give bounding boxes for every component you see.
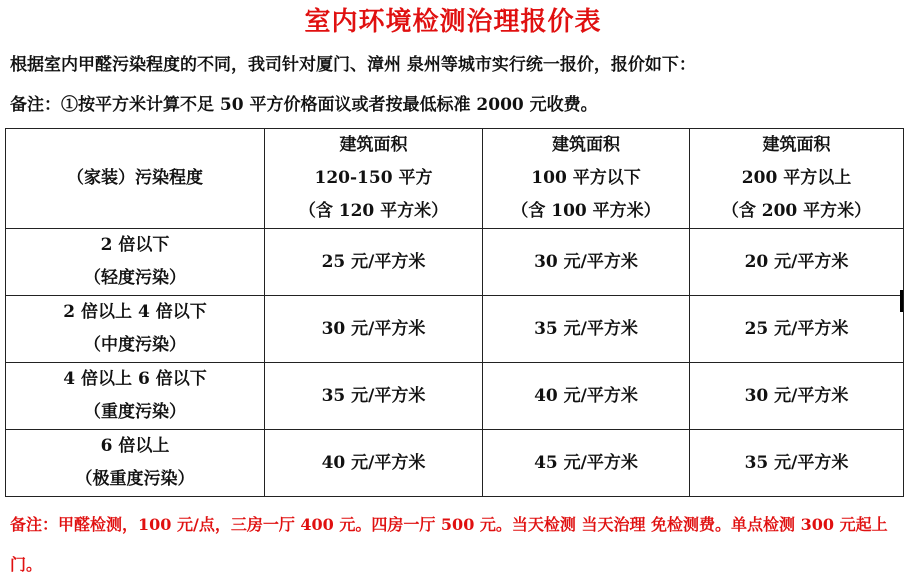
header-col-2 [483,129,690,229]
pollution-desc: （中度污染） [84,335,186,355]
header-col-line: 建筑面积 [552,135,620,155]
pollution-level: 2 倍以上 4 倍以下 [63,302,207,322]
price-cell: 45 元/平方米 [483,430,690,497]
row-label [6,430,265,497]
price-table [5,128,904,497]
price-cell: 35 元/平方米 [483,296,690,363]
footnote-detection-fees: 备注：甲醛检测，100 元/点，三房一厅 400 元。四房一厅 500 元。当天检测 当天治理 免检测费。单点检测 300 元起上门。 [10,515,888,574]
pollution-level: 2 倍以下 [100,235,170,255]
page-title: 室内环境检测治理报价表 [304,7,602,37]
header-pollution-level [6,129,265,229]
table-header-row [6,129,904,229]
table-row [6,296,904,363]
table-row [6,430,904,497]
header-col-line: （含 200 平方米） [721,201,872,221]
price-cell: 30 元/平方米 [265,296,483,363]
price-cell: 20 元/平方米 [690,229,904,296]
pollution-desc: （轻度污染） [84,268,186,288]
table-row [6,363,904,430]
price-cell: 25 元/平方米 [265,229,483,296]
header-col-1 [265,129,483,229]
intro-text: 根据室内甲醛污染程度的不同，我司针对厦门、漳州 泉州等城市实行统一报价，报价如下： [10,55,696,75]
row-label [6,363,265,430]
price-cell: 25 元/平方米 [690,296,904,363]
header-col-line: （含 120 平方米） [298,201,449,221]
pollution-level: 4 倍以上 6 倍以下 [63,369,207,389]
text-cursor-mark [900,290,903,312]
price-cell: 30 元/平方米 [690,363,904,430]
row-label [6,229,265,296]
price-cell: 35 元/平方米 [690,430,904,497]
header-col-line: 200 平方以上 [741,168,852,188]
price-cell: 35 元/平方米 [265,363,483,430]
header-col-line: 100 平方以下 [531,168,641,188]
header-col-line: 建筑面积 [762,135,831,155]
pollution-level: 6 倍以上 [100,436,170,456]
row-label [6,296,265,363]
header-row-label: （家装）污染程度 [67,168,203,188]
price-cell: 30 元/平方米 [483,229,690,296]
price-cell: 40 元/平方米 [483,363,690,430]
header-col-3 [690,129,904,229]
header-col-line: 120-150 平方 [314,168,433,188]
table-row [6,229,904,296]
pollution-desc: （重度污染） [84,402,186,422]
price-cell: 40 元/平方米 [265,430,483,497]
header-col-line: 建筑面积 [339,135,408,155]
header-col-line: （含 100 平方米） [511,201,661,221]
pollution-desc: （极重度污染） [75,469,195,489]
note-minimum-charge: 备注：①按平方米计算不足 50 平方价格面议或者按最低标准 2000 元收费。 [10,95,598,115]
